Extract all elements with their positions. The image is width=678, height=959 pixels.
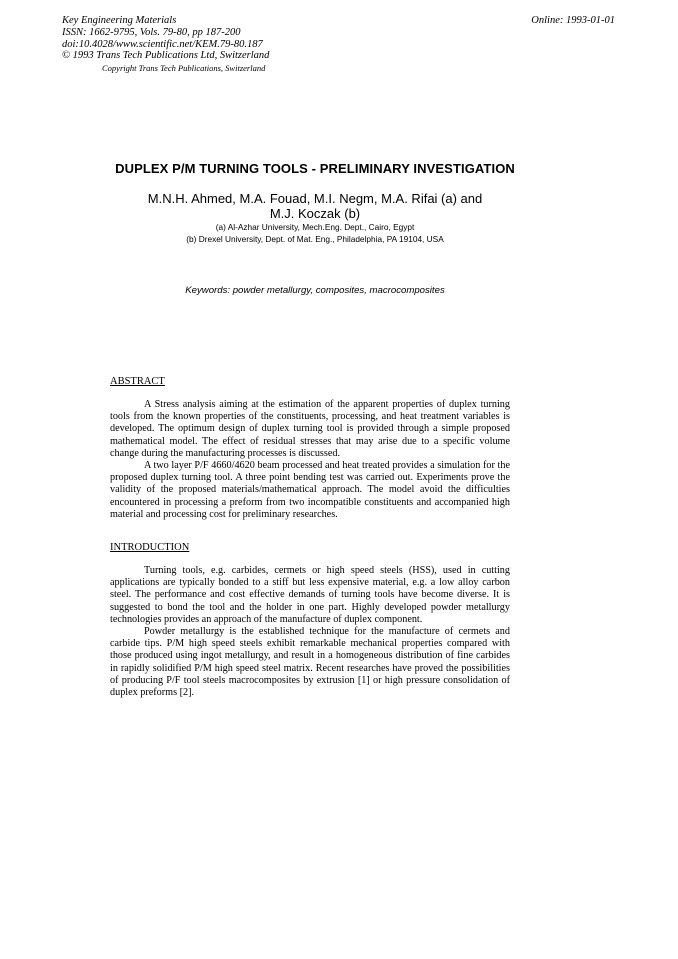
abstract-paragraph-1: A Stress analysis aiming at the estimation of the apparent properties of duplex turning tools from the known properties of the constituents, processing, and heat treatment variables is developed. The optimum design of duplex turning tool is provided through a simple proposed mathematical model. The effect of residual stresses that may arise due to a specific volume change during the manufacturing processes is discussed. [110,399,510,459]
journal-header [62,15,269,62]
doi-line[interactable]: doi:10.4028/www.scientific.net/KEM.79-80.187 [62,38,263,50]
introduction-heading: INTRODUCTION [110,542,190,553]
paper-title: DUPLEX P/M TURNING TOOLS - PRELIMINARY INVESTIGATION [115,161,515,176]
journal-name: Key Engineering Materials [62,15,177,26]
introduction-paragraph-1: Turning tools, e.g. carbides, cermets or high speed steels (HSS), used in cutting applications are typically bonded to a stiff but less expensive material, e.g. a low alloy carbon steel. The performance and cost effective demands of turning tools have become diverse. It is suggested to bond the tool and the holder in one part. Highly developed powder metallurgy technologies provides an approach of the manufacture of duplex component. [110,565,510,625]
abstract-paragraph-2: A two layer P/F 4660/4620 beam processed and heat treated provides a simulation for the proposed duplex turning tool. A three point bending test was carried out. Experiments prove the validity of the proposed materials/mathematical approach. The model avoid the difficulties encountered in processing a preform from two incompatible constituents and accompanied high material and processing cost for preliminary researches. [110,460,510,520]
copyright-stamp: Copyright Trans Tech Publications, Switzerland [102,63,266,73]
author-list [0,192,630,221]
keywords: Keywords: powder metallurgy, composites, macrocomposites [185,285,445,296]
authors-line-2: M.J. Koczak (b) [269,205,361,221]
abstract-heading: ABSTRACT [110,376,165,387]
copyright-line: © 1993 Trans Tech Publications Ltd, Switzerland [62,50,270,62]
introduction-body [110,565,510,699]
affiliations [0,222,630,245]
introduction-paragraph-2: Powder metallurgy is the established technique for the manufacture of cermets and carbide tips. P/M high speed steels exhibit remarkable mechanical properties compared with those produced using ingot metallurgy, and result in a homogeneous distribution of fine carbides in rapidly solidified P/M high speed steel matrix. Recent researches have proved the possibilities of producing P/F tool steels macrocomposites by extrusion [1] or high pressure consolidation of duplex preforms [2]. [110,626,510,699]
issn-line: ISSN: 1662-9795, Vols. 79-80, pp 187-200 [62,26,241,38]
online-date: Online: 1993-01-01 [531,15,615,26]
affiliation-a: (a) Al-Azhar University, Mech.Eng. Dept., Cairo, Egypt [215,222,415,232]
authors-line-1: M.N.H. Ahmed, M.A. Fouad, M.I. Negm, M.A. Rifai (a) and [147,191,483,206]
abstract-body [110,399,510,521]
affiliation-b: (b) Drexel University, Dept. of Mat. Eng., Philadelphia, PA 19104, USA [186,233,444,244]
